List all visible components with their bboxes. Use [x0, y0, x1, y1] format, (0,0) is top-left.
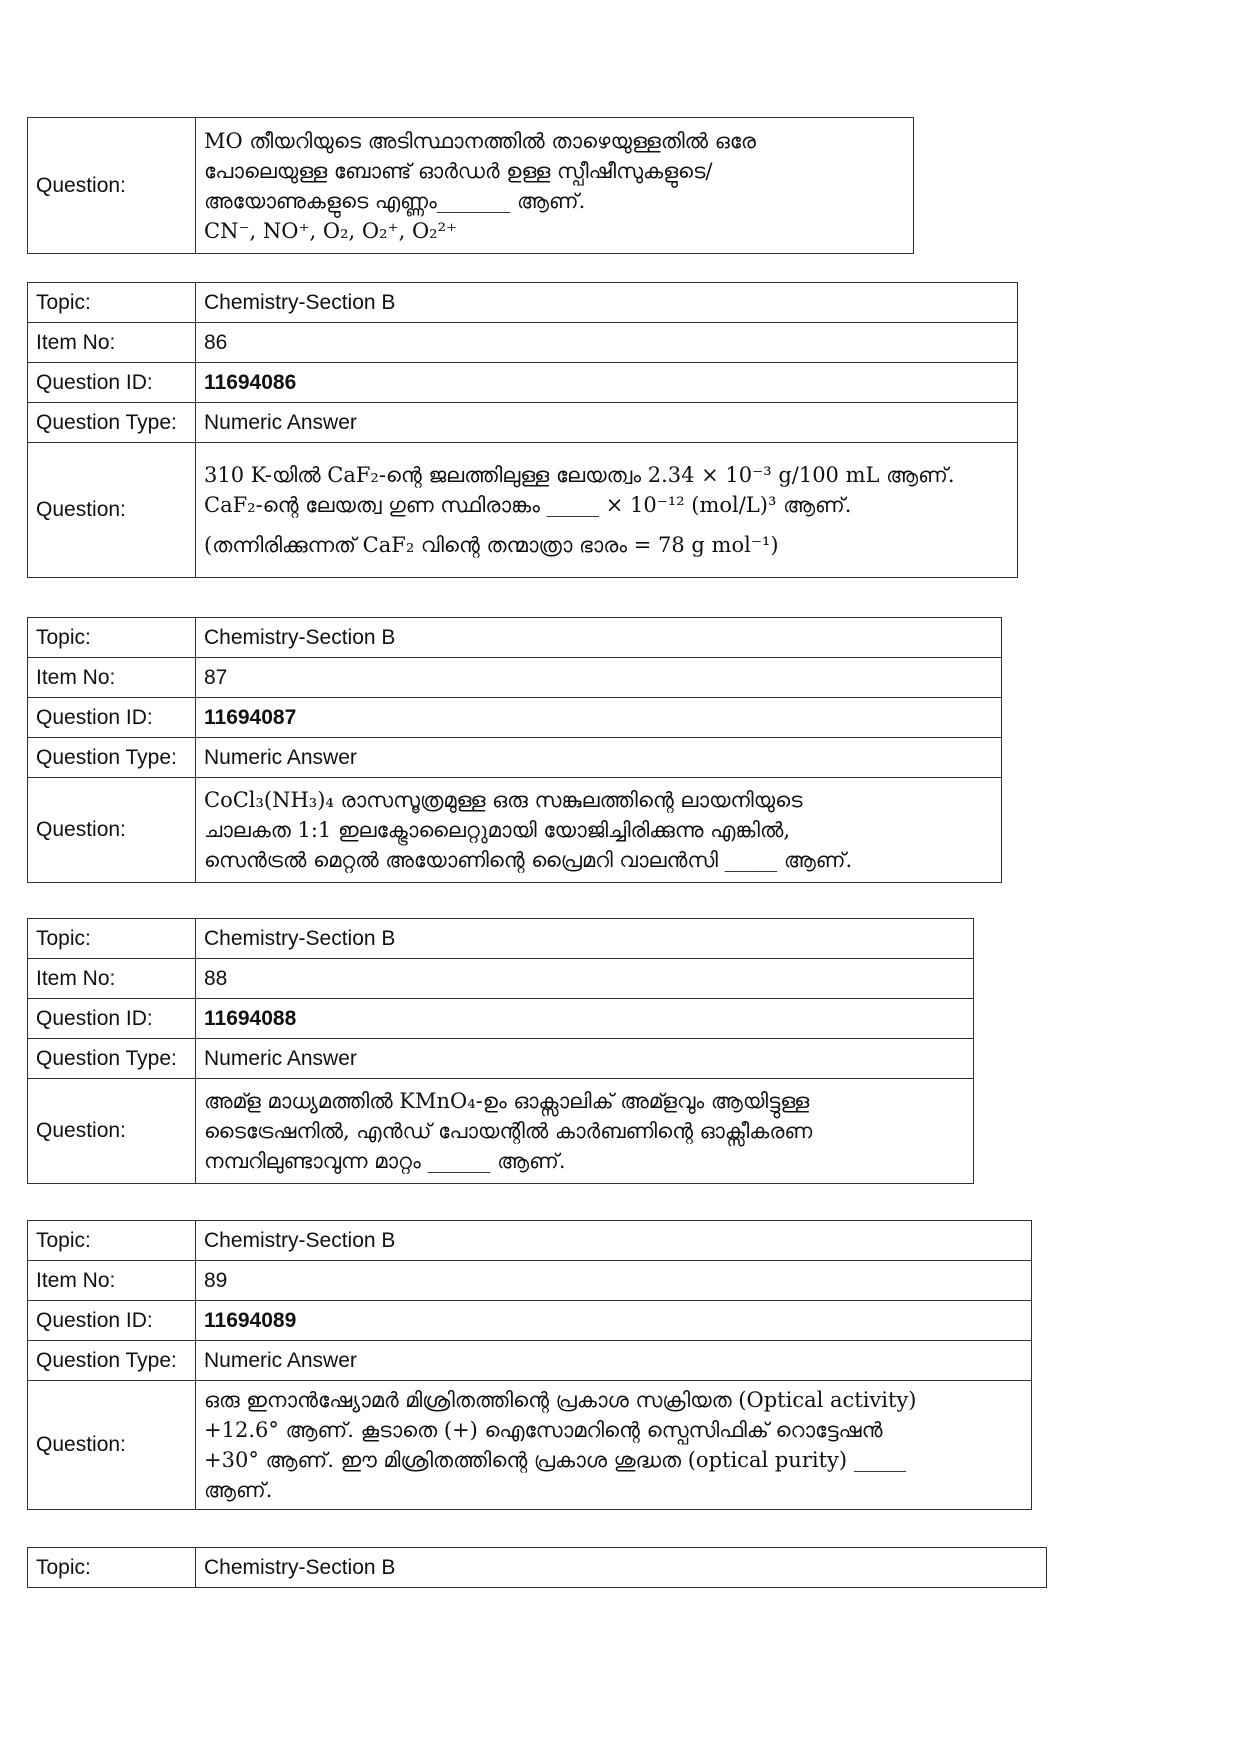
- question-line: ആണ്.: [204, 1478, 273, 1502]
- question-id-label: Question ID:: [28, 999, 196, 1039]
- question-type-label: Question Type:: [28, 738, 196, 778]
- question-id-row: [28, 999, 974, 1039]
- question-type-label: Question Type:: [28, 403, 196, 443]
- question-label: Question:: [28, 118, 196, 254]
- question-line: +30° ആണ്. ഈ മിശ്രിതത്തിന്റെ പ്രകാശ ശുദ്ധത (optical purity) _____: [204, 1448, 907, 1472]
- topic-row: [28, 283, 1018, 323]
- question-label: Question:: [28, 443, 196, 578]
- question-text: [196, 778, 1002, 883]
- question-id-value: 11694086: [196, 363, 1018, 403]
- question-text: [196, 1079, 974, 1184]
- question-id-value: 11694087: [196, 698, 1002, 738]
- question-line: പോലെയുള്ള ബോണ്ട് ഓർഡർ ഉള്ള സ്പീഷീസുകളുടെ/: [204, 158, 713, 183]
- item-no-row: [28, 959, 974, 999]
- question-row: [28, 443, 1018, 578]
- question-row: [28, 1079, 974, 1184]
- question-row: [28, 118, 914, 254]
- topic-label: Topic:: [28, 919, 196, 959]
- topic-row: [28, 919, 974, 959]
- question-line: അയോണുകളുടെ എണ്ണം_______ ആണ്.: [204, 188, 586, 213]
- topic-label: Topic:: [28, 1221, 196, 1261]
- question-id-label: Question ID:: [28, 1301, 196, 1341]
- question-type-row: [28, 1039, 974, 1079]
- item-no-row: [28, 658, 1002, 698]
- question-type-value: Numeric Answer: [196, 403, 1018, 443]
- question-line: ചാലകത 1:1 ഇലക്ട്രോലൈറ്റുമായി യോജിച്ചിരിക്കുന്നു എങ്കിൽ,: [204, 818, 791, 842]
- line-gap: [204, 520, 1009, 530]
- question-label: Question:: [28, 1381, 196, 1510]
- topic-row: [28, 1221, 1032, 1261]
- question-type-row: [28, 738, 1002, 778]
- question-type-label: Question Type:: [28, 1039, 196, 1079]
- question-card-90: [27, 1547, 1047, 1588]
- question-id-label: Question ID:: [28, 363, 196, 403]
- question-line: സെൻട്രൽ മെറ്റൽ അയോണിന്റെ പ്രൈമറി വാലൻസി _____ ആണ്.: [204, 848, 853, 872]
- question-text: [196, 118, 914, 254]
- question-id-value: 11694088: [196, 999, 974, 1039]
- topic-label: Topic:: [28, 283, 196, 323]
- item-no-label: Item No:: [28, 959, 196, 999]
- item-no-label: Item No:: [28, 658, 196, 698]
- question-line: (തന്നിരിക്കുന്നത് CaF₂ വിന്റെ തന്മാത്രാ ഭാരം = 78 g mol⁻¹): [204, 533, 779, 557]
- topic-row: [28, 618, 1002, 658]
- question-card-89: [27, 1220, 1032, 1510]
- item-no-value: 89: [196, 1261, 1032, 1301]
- topic-value: Chemistry-Section B: [196, 1548, 1047, 1588]
- question-id-row: [28, 1301, 1032, 1341]
- question-row: [28, 778, 1002, 883]
- question-type-value: Numeric Answer: [196, 1039, 974, 1079]
- question-id-label: Question ID:: [28, 698, 196, 738]
- topic-label: Topic:: [28, 618, 196, 658]
- question-line: ഒരു ഇനാൻഷ്യോമർ മിശ്രിതത്തിന്റെ പ്രകാശ സക്രിയത (Optical activity): [204, 1388, 917, 1412]
- item-no-row: [28, 1261, 1032, 1301]
- question-card-85: [27, 117, 914, 254]
- question-label: Question:: [28, 778, 196, 883]
- question-type-row: [28, 1341, 1032, 1381]
- item-no-row: [28, 323, 1018, 363]
- question-text: [196, 443, 1018, 578]
- question-id-row: [28, 698, 1002, 738]
- question-line: നമ്പറിലുണ്ടാവുന്ന മാറ്റം ______ ആണ്.: [204, 1149, 566, 1173]
- topic-value: Chemistry-Section B: [196, 919, 974, 959]
- question-type-row: [28, 403, 1018, 443]
- item-no-value: 86: [196, 323, 1018, 363]
- question-card-86: [27, 282, 1018, 578]
- topic-value: Chemistry-Section B: [196, 618, 1002, 658]
- question-line: 310 K-യിൽ CaF₂-ന്റെ ജലത്തിലുള്ള ലേയത്വം 2.34 × 10⁻³ g/100 mL ആണ്.: [204, 463, 955, 487]
- question-card-87: [27, 617, 1002, 883]
- question-row: [28, 1381, 1032, 1510]
- question-line: CaF₂-ന്റെ ലേയത്വ ഗുണ സ്ഥിരാങ്കം _____ × 10⁻¹² (mol/L)³ ആണ്.: [204, 493, 852, 517]
- question-type-label: Question Type:: [28, 1341, 196, 1381]
- question-label: Question:: [28, 1079, 196, 1184]
- question-line: MO തീയറിയുടെ അടിസ്ഥാനത്തിൽ താഴെയുള്ളതിൽ ഒരേ: [204, 128, 756, 153]
- topic-label: Topic:: [28, 1548, 196, 1588]
- question-line: CoCl₃(NH₃)₄ രാസസൂത്രമുള്ള ഒരു സങ്കുലത്തിന്റെ ലായനിയുടെ: [204, 788, 803, 812]
- item-no-label: Item No:: [28, 1261, 196, 1301]
- question-card-88: [27, 918, 974, 1184]
- question-text: [196, 1381, 1032, 1510]
- question-line: അമ്ള മാധ്യമത്തിൽ KMnO₄-ഉം ഓക്സാലിക് അമ്ളവും ആയിട്ടുള്ള: [204, 1089, 810, 1113]
- item-no-label: Item No:: [28, 323, 196, 363]
- question-type-value: Numeric Answer: [196, 738, 1002, 778]
- topic-value: Chemistry-Section B: [196, 1221, 1032, 1261]
- item-no-value: 88: [196, 959, 974, 999]
- topic-row: [28, 1548, 1047, 1588]
- topic-value: Chemistry-Section B: [196, 283, 1018, 323]
- question-line: CN⁻, NO⁺, O₂, O₂⁺, O₂²⁺: [204, 218, 458, 243]
- item-no-value: 87: [196, 658, 1002, 698]
- question-type-value: Numeric Answer: [196, 1341, 1032, 1381]
- question-id-value: 11694089: [196, 1301, 1032, 1341]
- question-line: ടൈട്രേഷനിൽ, എൻഡ് പോയന്റിൽ കാർബണിന്റെ ഓക്സീകരണ: [204, 1119, 813, 1143]
- question-id-row: [28, 363, 1018, 403]
- question-line: +12.6° ആണ്. കൂടാതെ (+) ഐസോമറിന്റെ സ്പെസിഫിക് റൊട്ടേഷൻ: [204, 1418, 883, 1442]
